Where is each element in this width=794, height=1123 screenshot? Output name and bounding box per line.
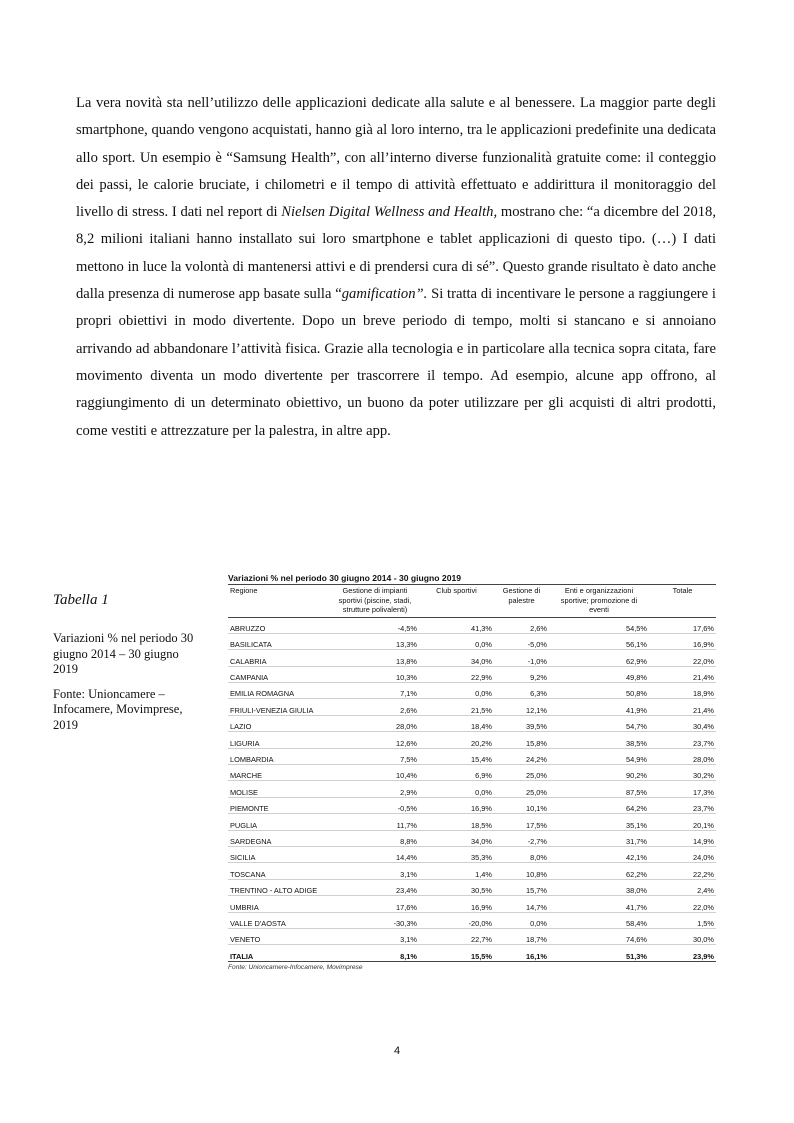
value-cell: 30,2% <box>649 765 716 781</box>
value-cell: 30,0% <box>649 928 716 944</box>
value-cell: 18,5% <box>419 814 494 830</box>
region-cell: CALABRIA <box>228 650 331 666</box>
value-cell: 8,8% <box>331 830 419 846</box>
table-row <box>228 814 716 830</box>
region-cell: PUGLIA <box>228 814 331 830</box>
table-caption <box>53 592 203 742</box>
value-cell: 0,0% <box>494 912 549 928</box>
table-row <box>228 797 716 813</box>
value-cell: 34,0% <box>419 830 494 846</box>
value-cell: 0,0% <box>419 633 494 649</box>
value-cell: 54,7% <box>549 715 649 731</box>
value-cell: 39,5% <box>494 715 549 731</box>
value-cell: 87,5% <box>549 781 649 797</box>
value-cell: 17,6% <box>649 617 716 633</box>
value-cell: 10,8% <box>494 863 549 879</box>
value-cell: 64,2% <box>549 797 649 813</box>
region-cell: VALLE D'AOSTA <box>228 912 331 928</box>
value-cell: 28,0% <box>331 715 419 731</box>
table-total-row <box>228 945 716 961</box>
column-header: Gestione di impianti sportivi (piscine, stadi, strutture polivalenti) <box>331 585 419 618</box>
value-cell: 16,9% <box>419 896 494 912</box>
value-cell: -1,0% <box>494 650 549 666</box>
region-cell: TRENTINO - ALTO ADIGE <box>228 879 331 895</box>
table-row <box>228 928 716 944</box>
region-cell: ITALIA <box>228 945 331 961</box>
value-cell: 3,1% <box>331 928 419 944</box>
value-cell: 10,1% <box>494 797 549 813</box>
value-cell: 23,9% <box>649 945 716 961</box>
value-cell: 15,7% <box>494 879 549 895</box>
region-cell: EMILIA ROMAGNA <box>228 683 331 699</box>
region-cell: PIEMONTE <box>228 797 331 813</box>
value-cell: 10,4% <box>331 765 419 781</box>
value-cell: 54,5% <box>549 617 649 633</box>
column-header: Regione <box>228 585 331 618</box>
table-row <box>228 715 716 731</box>
table-row <box>228 863 716 879</box>
value-cell: -0,5% <box>331 797 419 813</box>
data-table <box>228 584 716 962</box>
value-cell: 56,1% <box>549 633 649 649</box>
region-cell: SICILIA <box>228 846 331 862</box>
table-row <box>228 912 716 928</box>
value-cell: 25,0% <box>494 781 549 797</box>
value-cell: 35,1% <box>549 814 649 830</box>
value-cell: 2,6% <box>331 699 419 715</box>
region-cell: CAMPANIA <box>228 666 331 682</box>
value-cell: 23,4% <box>331 879 419 895</box>
region-cell: ABRUZZO <box>228 617 331 633</box>
column-header: Totale <box>649 585 716 618</box>
table-row <box>228 699 716 715</box>
table-row <box>228 765 716 781</box>
value-cell: 6,9% <box>419 765 494 781</box>
region-cell: SARDEGNA <box>228 830 331 846</box>
value-cell: 74,6% <box>549 928 649 944</box>
value-cell: 9,2% <box>494 666 549 682</box>
value-cell: 24,0% <box>649 846 716 862</box>
value-cell: 90,2% <box>549 765 649 781</box>
value-cell: 11,7% <box>331 814 419 830</box>
value-cell: 14,4% <box>331 846 419 862</box>
caption-source: Fonte: Unioncamere – Infocamere, Movimprese, 2019 <box>53 686 183 732</box>
table-row <box>228 830 716 846</box>
value-cell: 7,5% <box>331 748 419 764</box>
value-cell: 41,3% <box>419 617 494 633</box>
value-cell: 21,4% <box>649 699 716 715</box>
value-cell: 17,6% <box>331 896 419 912</box>
column-header: Enti e organizzazioni sportive; promozione di eventi <box>549 585 649 618</box>
value-cell: 42,1% <box>549 846 649 862</box>
value-cell: 1,5% <box>649 912 716 928</box>
value-cell: 18,7% <box>494 928 549 944</box>
value-cell: 24,2% <box>494 748 549 764</box>
value-cell: 49,8% <box>549 666 649 682</box>
region-cell: UMBRIA <box>228 896 331 912</box>
value-cell: 18,9% <box>649 683 716 699</box>
value-cell: 16,1% <box>494 945 549 961</box>
value-cell: 62,9% <box>549 650 649 666</box>
value-cell: 3,1% <box>331 863 419 879</box>
value-cell: 23,7% <box>649 797 716 813</box>
value-cell: 22,2% <box>649 863 716 879</box>
value-cell: 16,9% <box>649 633 716 649</box>
value-cell: 6,3% <box>494 683 549 699</box>
value-cell: 58,4% <box>549 912 649 928</box>
column-header: Gestione di palestre <box>494 585 549 618</box>
report-title: Nielsen Digital Wellness and Health, <box>281 204 498 221</box>
value-cell: 30,4% <box>649 715 716 731</box>
value-cell: 14,7% <box>494 896 549 912</box>
value-cell: 14,9% <box>649 830 716 846</box>
region-cell: LOMBARDIA <box>228 748 331 764</box>
table-row <box>228 633 716 649</box>
value-cell: -4,5% <box>331 617 419 633</box>
value-cell: 2,6% <box>494 617 549 633</box>
value-cell: 15,4% <box>419 748 494 764</box>
value-cell: 62,2% <box>549 863 649 879</box>
value-cell: 50,8% <box>549 683 649 699</box>
value-cell: 13,3% <box>331 633 419 649</box>
value-cell: 2,9% <box>331 781 419 797</box>
region-cell: MARCHE <box>228 765 331 781</box>
table-body <box>228 617 716 961</box>
table-row <box>228 650 716 666</box>
table-source-note: Fonte: Unioncamere-Infocamere, Movimprese <box>228 963 363 971</box>
table-row <box>228 617 716 633</box>
table-row <box>228 879 716 895</box>
value-cell: 23,7% <box>649 732 716 748</box>
value-cell: 17,3% <box>649 781 716 797</box>
table-row <box>228 666 716 682</box>
region-cell: TOSCANA <box>228 863 331 879</box>
value-cell: -30,3% <box>331 912 419 928</box>
value-cell: 8,0% <box>494 846 549 862</box>
value-cell: 7,1% <box>331 683 419 699</box>
value-cell: -2,7% <box>494 830 549 846</box>
table-title: Variazioni % nel periodo 30 giugno 2014 - 30 giugno 2019 <box>228 573 462 583</box>
value-cell: 1,4% <box>419 863 494 879</box>
value-cell: 54,9% <box>549 748 649 764</box>
value-cell: 22,7% <box>419 928 494 944</box>
value-cell: 0,0% <box>419 781 494 797</box>
value-cell: 8,1% <box>331 945 419 961</box>
value-cell: 16,9% <box>419 797 494 813</box>
value-cell: 0,0% <box>419 683 494 699</box>
value-cell: 51,3% <box>549 945 649 961</box>
value-cell: 12,1% <box>494 699 549 715</box>
value-cell: 15,5% <box>419 945 494 961</box>
value-cell: 41,9% <box>549 699 649 715</box>
value-cell: -20,0% <box>419 912 494 928</box>
value-cell: -5,0% <box>494 633 549 649</box>
region-cell: LIGURIA <box>228 732 331 748</box>
value-cell: 2,4% <box>649 879 716 895</box>
value-cell: 22,0% <box>649 896 716 912</box>
paragraph-text-1: La vera novità sta nell’utilizzo delle applicazioni dedicate alla salute e al benessere. La maggior parte degli smartphone, quando vengono acquistati, hanno già al loro interno, tra le applicazioni predefinite una dedicata allo sport. Un esempio è “Samsung Health”, con all’interno diverse funzionalità gratuite come: il conteggio dei passi, le calorie bruciate, i chilometri e il tempo di attività effettuato e addirittura il monitoraggio del livello di stress. I dati nel report di <box>76 95 716 221</box>
value-cell: 28,0% <box>649 748 716 764</box>
caption-description: Variazioni % nel periodo 30 giugno 2014 – 30 giugno 2019 <box>53 631 194 676</box>
value-cell: 35,3% <box>419 846 494 862</box>
data-table-figure <box>228 573 716 971</box>
body-paragraph <box>76 90 716 445</box>
caption-title: Tabella 1 <box>53 592 109 608</box>
value-cell: 20,1% <box>649 814 716 830</box>
table-row <box>228 748 716 764</box>
table-row <box>228 896 716 912</box>
value-cell: 38,0% <box>549 879 649 895</box>
gamification-term: gamification”. <box>341 286 428 303</box>
value-cell: 13,8% <box>331 650 419 666</box>
value-cell: 22,0% <box>649 650 716 666</box>
table-row <box>228 781 716 797</box>
value-cell: 21,4% <box>649 666 716 682</box>
table-row <box>228 732 716 748</box>
value-cell: 18,4% <box>419 715 494 731</box>
table-row <box>228 846 716 862</box>
paragraph-text-2: mostrano che: “a dicembre del 2018, 8,2 milioni italiani hanno installato sui loro smartphone e tablet applicazioni di questo tipo. (…) I dati mettono in luce la volontà di mantenersi attivi e di prendersi cura di sé”. Questo grande risultato è dato anche dalla presenza di numerose app basate sulla “ <box>76 204 717 303</box>
page-number: 4 <box>393 1045 401 1057</box>
region-cell: FRIULI-VENEZIA GIULIA <box>228 699 331 715</box>
value-cell: 31,7% <box>549 830 649 846</box>
region-cell: LAZIO <box>228 715 331 731</box>
value-cell: 34,0% <box>419 650 494 666</box>
region-cell: VENETO <box>228 928 331 944</box>
table-header-row <box>228 585 716 618</box>
table-row <box>228 683 716 699</box>
region-cell: BASILICATA <box>228 633 331 649</box>
value-cell: 21,5% <box>419 699 494 715</box>
value-cell: 10,3% <box>331 666 419 682</box>
value-cell: 41,7% <box>549 896 649 912</box>
value-cell: 25,0% <box>494 765 549 781</box>
value-cell: 15,8% <box>494 732 549 748</box>
column-header: Club sportivi <box>419 585 494 618</box>
value-cell: 20,2% <box>419 732 494 748</box>
value-cell: 30,5% <box>419 879 494 895</box>
value-cell: 38,5% <box>549 732 649 748</box>
value-cell: 12,6% <box>331 732 419 748</box>
paragraph-text-3: Si tratta di incentivare le persone a raggiungere i propri obiettivi in modo divertente. Dopo un breve periodo di tempo, molti si stancano e si annoiano arrivando ad abbandonare l’attività fisica. Grazie alla tecnologia e in particolare alla tecnica sopra citata, fare movimento diventa un modo divertente per trascorrere il tempo. Ad esempio, alcune app offrono, al raggiungimento di un determinato obiettivo, un buono da poter utilizzare per gli acquisti di altri prodotti, come vestiti e attrezzature per la palestra, in altre app. <box>76 286 716 439</box>
value-cell: 17,5% <box>494 814 549 830</box>
value-cell: 22,9% <box>419 666 494 682</box>
region-cell: MOLISE <box>228 781 331 797</box>
